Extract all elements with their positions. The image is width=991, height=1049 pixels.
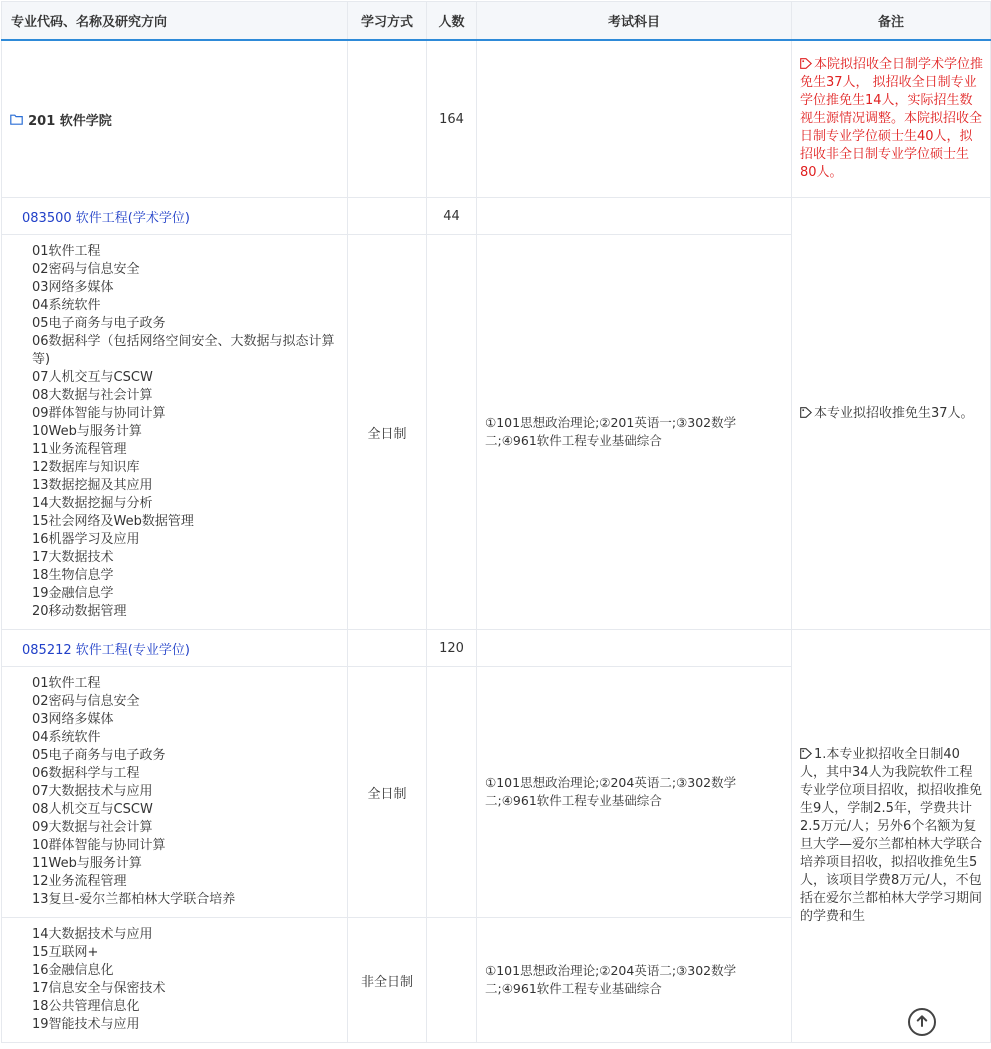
major-row-083500: [2, 198, 991, 235]
major1-note: 本专业拟招收推免生37人。: [814, 405, 974, 421]
direction-item: 20移动数据管理: [32, 604, 127, 619]
major2-fulltime-exam: ①101思想政治理论;②204英语二;③302数学二;④961软件工程专业基础综合: [477, 667, 792, 918]
arrow-up-circle-icon: [915, 1013, 929, 1032]
header-count: 人数: [427, 2, 477, 41]
direction-item: 07人机交互与CSCW: [32, 370, 153, 385]
direction-item: 03网络多媒体: [32, 712, 114, 727]
major-link-085212[interactable]: 085212 软件工程(专业学位): [22, 642, 190, 658]
college-count: 164: [427, 40, 477, 198]
major2-parttime-directions: [2, 918, 348, 1043]
direction-item: 03网络多媒体: [32, 280, 114, 295]
tag-icon: [800, 747, 812, 758]
direction-item: 08大数据与社会计算: [32, 388, 153, 403]
direction-item: 02密码与信息安全: [32, 262, 140, 277]
major1-mode: 全日制: [348, 235, 427, 630]
table-header-row: [2, 2, 991, 41]
direction-item: 19金融信息学: [32, 586, 114, 601]
major-row-085212: [2, 630, 991, 667]
major2-parttime-mode: 非全日制: [348, 918, 427, 1043]
direction-item: 15互联网+: [32, 945, 99, 960]
direction-item: 14大数据技术与应用: [32, 927, 153, 942]
college-mode-cell: [348, 40, 427, 198]
direction-item: 08人机交互与CSCW: [32, 802, 153, 817]
direction-item: 10群体智能与协同计算: [32, 838, 166, 853]
major-link-083500[interactable]: 083500 软件工程(学术学位): [22, 210, 190, 226]
major2-fulltime-mode: 全日制: [348, 667, 427, 918]
major2-note: 1.本专业拟招收全日制40人，其中34人为我院软件工程专业学位项目招收，拟招收推免生9人，学制2.5年，学费共计2.5万元/人；另外6个名额为复旦大学—爱尔兰都柏林大学联合培养项目招收，拟招收推免生5人，该项目学费8万元/人，不包括在爱尔兰都柏林大学学习期间的学费和生: [800, 747, 983, 924]
direction-item: 06数据科学（包括网络空间安全、大数据与拟态计算等): [32, 334, 335, 367]
folder-icon: [10, 114, 27, 129]
scroll-to-top-button[interactable]: [908, 1008, 936, 1036]
college-note-cell: [792, 40, 991, 198]
major1-count: 44: [427, 198, 477, 235]
direction-item: 18公共管理信息化: [32, 999, 140, 1014]
college-row: [2, 40, 991, 198]
direction-item: 13复旦-爱尔兰都柏林大学联合培养: [32, 892, 236, 907]
college-note: 本院拟招收全日制学术学位推免生37人， 拟招收全日制专业学位推免生14人，实际招生数视生源情况调整。本院拟招收全日制专业学位硕士生40人，拟招收非全日制专业学位硕士生80人。: [800, 57, 984, 180]
direction-item: 12数据库与知识库: [32, 460, 140, 475]
direction-item: 01软件工程: [32, 676, 101, 691]
direction-item: 19智能技术与应用: [32, 1017, 140, 1032]
direction-item: 16机器学习及应用: [32, 532, 140, 547]
direction-item: 15社会网络及Web数据管理: [32, 514, 194, 529]
major2-fulltime-directions: [2, 667, 348, 918]
direction-item: 17大数据技术: [32, 550, 114, 565]
tag-icon: [800, 406, 812, 417]
major2-exam-empty: [477, 630, 792, 667]
major2-pt-count-empty: [427, 918, 477, 1043]
direction-item: 17信息安全与保密技术: [32, 981, 166, 996]
tag-icon: [800, 57, 812, 68]
direction-item: 18生物信息学: [32, 568, 114, 583]
college-name: 201 软件学院: [28, 113, 112, 129]
college-exam-cell: [477, 40, 792, 198]
major1-note-cell: [792, 198, 991, 630]
major2-parttime-exam: ①101思想政治理论;②204英语二;③302数学二;④961软件工程专业基础综合: [477, 918, 792, 1043]
header-mode: 学习方式: [348, 2, 427, 41]
direction-item: 09大数据与社会计算: [32, 820, 153, 835]
major1-exam-empty: [477, 198, 792, 235]
direction-item: 06数据科学与工程: [32, 766, 140, 781]
direction-item: 04系统软件: [32, 730, 101, 745]
direction-item: 02密码与信息安全: [32, 694, 140, 709]
direction-item: 04系统软件: [32, 298, 101, 313]
major1-directions: [2, 235, 348, 630]
major1-mode-empty: [348, 198, 427, 235]
direction-item: 01软件工程: [32, 244, 101, 259]
header-note: 备注: [792, 2, 991, 41]
direction-item: 14大数据挖掘与分析: [32, 496, 153, 511]
header-major: 专业代码、名称及研究方向: [2, 2, 348, 41]
college-cell: [2, 40, 348, 198]
direction-item: 09群体智能与协同计算: [32, 406, 166, 421]
direction-item: 05电子商务与电子政务: [32, 748, 166, 763]
direction-item: 07大数据技术与应用: [32, 784, 153, 799]
direction-item: 05电子商务与电子政务: [32, 316, 166, 331]
direction-item: 11Web与服务计算: [32, 856, 142, 871]
direction-item: 10Web与服务计算: [32, 424, 142, 439]
direction-item: 12业务流程管理: [32, 874, 127, 889]
direction-item: 11业务流程管理: [32, 442, 127, 457]
header-exam: 考试科目: [477, 2, 792, 41]
major2-note-cell: [792, 630, 991, 1043]
direction-item: 16金融信息化: [32, 963, 114, 978]
major1-exam: ①101思想政治理论;②201英语一;③302数学二;④961软件工程专业基础综合: [477, 235, 792, 630]
major-title-cell: [2, 198, 348, 235]
major2-ft-count-empty: [427, 667, 477, 918]
major-title-cell: [2, 630, 348, 667]
direction-item: 13数据挖掘及其应用: [32, 478, 153, 493]
admissions-table: [1, 1, 991, 1043]
major2-mode-empty: [348, 630, 427, 667]
major1-count-empty: [427, 235, 477, 630]
major2-count: 120: [427, 630, 477, 667]
